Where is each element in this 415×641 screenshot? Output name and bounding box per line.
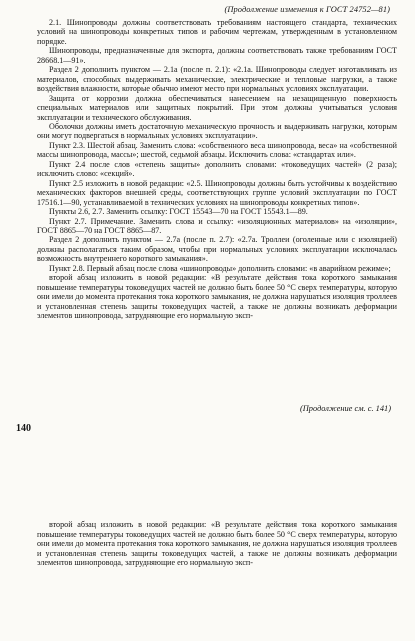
paragraph: Пункт 2.3. Шестой абзац. Заменить слова: «собственного веса шинопровода, веса» на «собственной массы шинопровода, массы»; шестой, седьмой абзацы. Исключить слова: «стандартах или». bbox=[37, 140, 397, 160]
page-header: (Продолжение изменения к ГОСТ 24752—81) bbox=[224, 5, 390, 14]
paragraph: Оболочки должны иметь достаточную механическую прочность и выдерживать нагрузки, которым они могут подвергаться в нормальных условиях эксплуатации». bbox=[37, 121, 397, 141]
paragraph: 2.1. Шинопроводы должны соответствовать требованиям настоящего стандарта, технических условий на шинопроводы конкретных типов и рабочим чертежам, утвержденным в установленном порядке. bbox=[37, 18, 397, 46]
paragraph: Пункт 2.5 изложить в новой редакции: «2.5. Шинопроводы должны быть устойчивы к воздействию механических факторов внешней среды, соответствующих группе условий эксплуатации по ГОСТ 17516.1—90, устанавливаемой в технических условиях на шинопроводы конкретных типов». bbox=[37, 178, 397, 207]
paragraph: второй абзац изложить в новой редакции: «В результате действия тока короткого замыкания повышение температуры токоведущих частей не должно быть более 50 °С сверх температуры, которую они имели до момента протекания тока короткого замыкания, не должна нарушаться изоляция троллеев и установленная степень защиты токоведущих частей, а также не должны возникать деформации элементов шинопровода, затрудняющие его нормальную эксп- bbox=[37, 520, 397, 568]
page-number: 140 bbox=[16, 423, 31, 434]
paragraph: Пункт 2.8. Первый абзац после слова «шинопроводы» дополнить словами: «в аварийном режиме»; bbox=[49, 263, 391, 273]
paragraph: Пункт 2.7. Примечание. Заменить слова и ссылку: «изоляционных материалов» на «изоляции», ГОСТ 8865—70 на ГОСТ 8865—87. bbox=[37, 216, 397, 235]
paragraph: второй абзац изложить в новой редакции: «В результате действия тока короткого замыкания повышение температуры токоведущих частей не должно быть более 50 °С сверх температуры, которую они имели до момента протекания тока короткого замыкания, не должна нарушаться изоляция троллеев и установленная степень защиты токоведущих частей, а также не должны возникать деформации элементов шинопровода, затрудняющие его нормальную эксп- bbox=[37, 273, 397, 321]
paragraph: Раздел 2 дополнить пунктом — 2.1а (после п. 2.1): «2.1а. Шинопроводы следует изготавливать из материалов, способных выдерживать механические, электрические и тепловые нагрузки, а также воздействия влажности, которые обычно имеют место при нормальных условиях эксплуатации. bbox=[37, 65, 397, 94]
paragraph: Раздел 2 дополнить пунктом — 2.7а (после п. 2.7): «2.7а. Троллеи (оголенные или с изоляцией) должны располагаться таким образом, чтобы при нормальных условиях эксплуатации исключалась возможность внутреннего короткого замыкания». bbox=[37, 235, 397, 264]
paragraph: Шинопроводы, предназначенные для экспорта, должны соответствовать также требованиям ГОСТ 28668.1—91». bbox=[37, 46, 397, 65]
mirror-text bbox=[37, 520, 397, 568]
paragraph: Защита от коррозии должна обеспечиваться нанесением на незащищенную поверхность специальных материалов или защитных покрытий. При этом должны учитываться условия эксплуатации и технического обслуживания. bbox=[37, 93, 397, 122]
main-text bbox=[37, 18, 397, 321]
paragraph: Пункт 2.4 после слов «степень защиты» дополнить словами: «токоведущих частей» (2 раза); исключить слово: «секций». bbox=[37, 159, 397, 179]
continuation-note: (Продолжение см. с. 141) bbox=[299, 404, 391, 413]
paragraph: Пункты 2.6, 2.7. Заменить ссылку: ГОСТ 15543—70 на ГОСТ 15543.1—89. bbox=[49, 207, 308, 217]
